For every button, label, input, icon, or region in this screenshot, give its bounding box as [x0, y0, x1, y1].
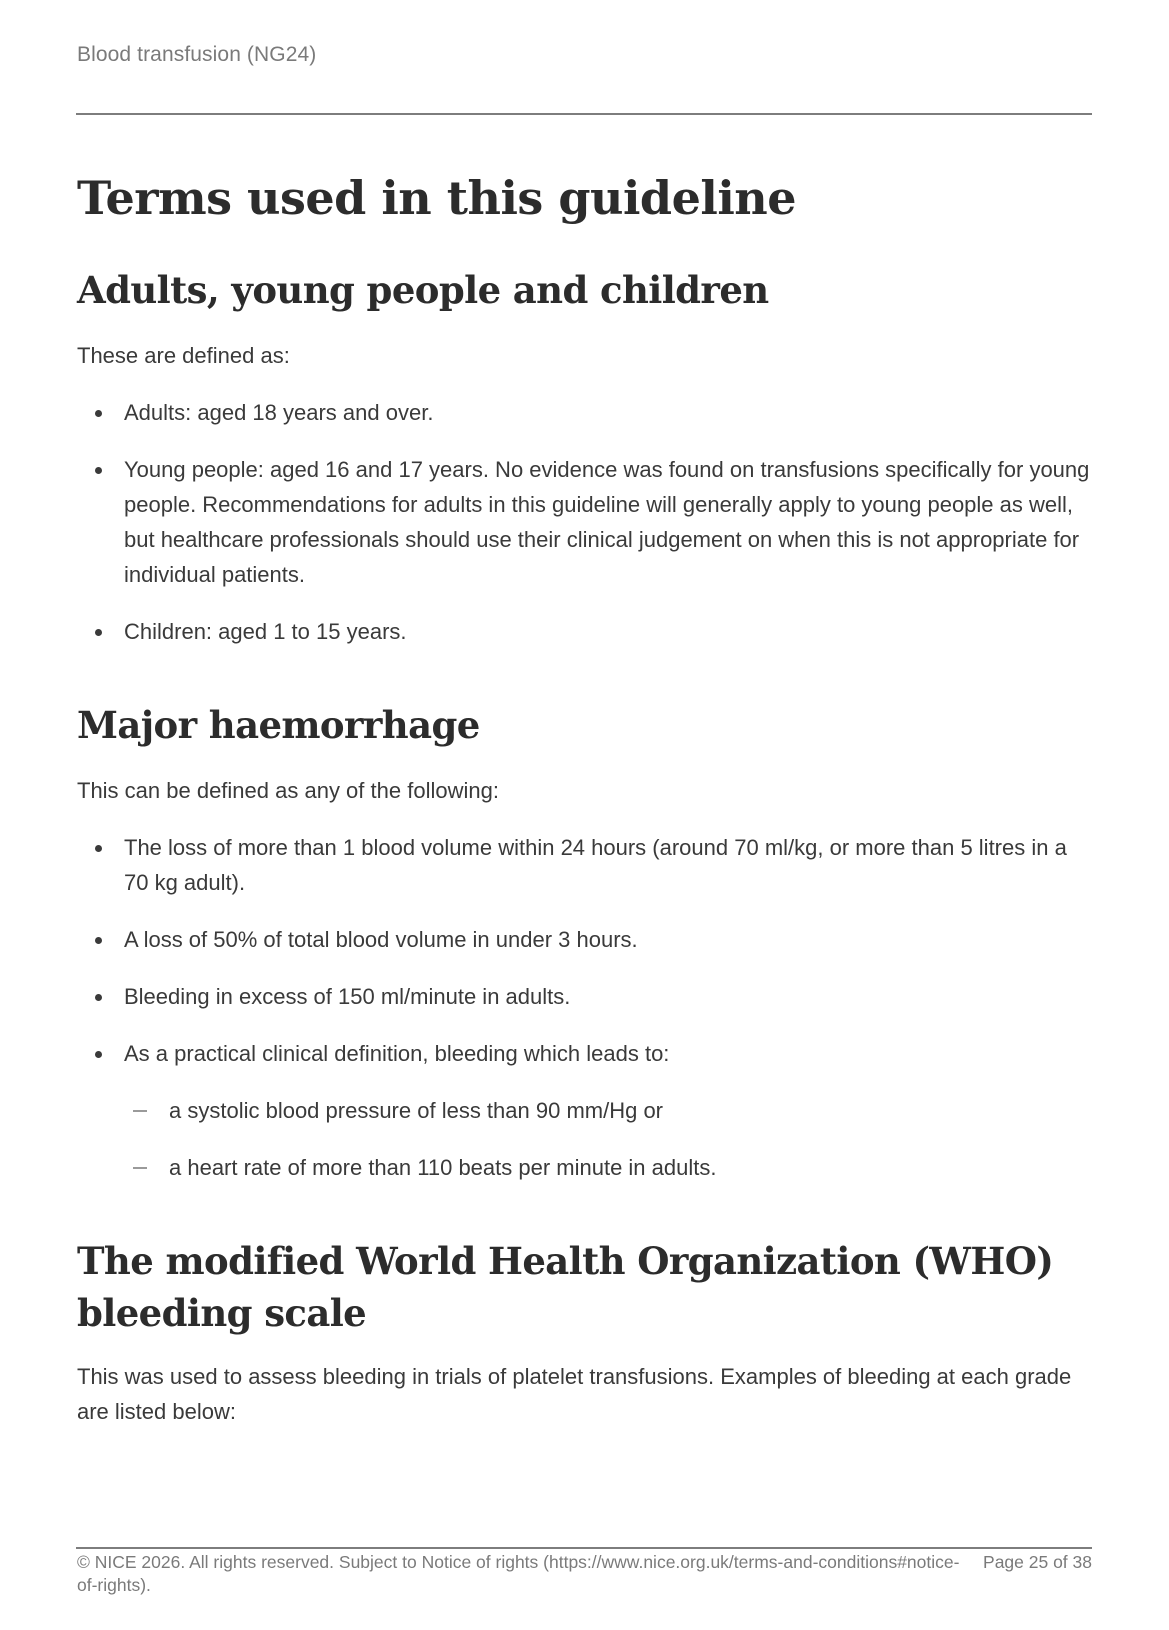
section-intro: This was used to assess bleeding in trials of platelet transfusions. Examples of bleeding at each grade are listed below:	[77, 1364, 1072, 1424]
sub-list-item	[77, 1093, 1092, 1128]
bullet-icon	[95, 994, 102, 1001]
bullet-icon	[95, 937, 102, 944]
bullet-icon	[95, 629, 102, 636]
list-item	[77, 1036, 1092, 1071]
bullet-icon	[95, 467, 102, 474]
list-item-text: As a practical clinical definition, bleeding which leads to:	[124, 1041, 670, 1066]
page-title: Terms used in this guideline	[77, 171, 797, 225]
definition-list	[77, 395, 1092, 649]
list-item	[77, 395, 1092, 430]
sub-list-item-text: a systolic blood pressure of less than 90 mm/Hg or	[169, 1098, 664, 1123]
section-adults-young-people-children	[77, 264, 1092, 649]
bullet-icon	[95, 1051, 102, 1058]
footer-divider	[76, 1547, 1092, 1549]
list-item-text: The loss of more than 1 blood volume within 24 hours (around 70 ml/kg, or more than 5 litres in a 70 kg adult).	[124, 835, 1067, 895]
sub-definition-list	[77, 1093, 1092, 1185]
section-heading: Major haemorrhage	[77, 703, 480, 747]
list-item	[77, 979, 1092, 1014]
running-header-title: Blood transfusion (NG24)	[77, 43, 317, 66]
section-major-haemorrhage	[77, 699, 1092, 1185]
list-item-text: Young people: aged 16 and 17 years. No evidence was found on transfusions specifically for young people. Recommendations for adults in this guideline will generally apply to young people as well, but healthcare professionals should use their clinical judgement on when this is not appropriate for individual patients.	[124, 457, 1090, 587]
section-intro: These are defined as:	[77, 343, 290, 368]
section-who-bleeding-scale	[77, 1235, 1092, 1429]
bullet-icon	[95, 845, 102, 852]
header-divider	[76, 113, 1092, 115]
dash-icon	[133, 1110, 147, 1112]
list-item	[77, 830, 1092, 900]
list-item-text: Adults: aged 18 years and over.	[124, 400, 434, 425]
definition-list	[77, 830, 1092, 1071]
list-item	[77, 452, 1092, 592]
list-item-text: Children: aged 1 to 15 years.	[124, 619, 407, 644]
section-intro: This can be defined as any of the following:	[77, 778, 499, 803]
dash-icon	[133, 1167, 147, 1169]
page-number: Page 25 of 38	[983, 1552, 1092, 1572]
bullet-icon	[95, 410, 102, 417]
copyright-notice: © NICE 2026. All rights reserved. Subject to Notice of rights (https://www.nice.org.uk/terms-and-conditions#notice-of-rights).	[77, 1552, 960, 1595]
section-heading: The modified World Health Organization (WHO) bleeding scale	[77, 1239, 1054, 1335]
list-item-text: Bleeding in excess of 150 ml/minute in adults.	[124, 984, 571, 1009]
list-item	[77, 614, 1092, 649]
list-item-text: A loss of 50% of total blood volume in under 3 hours.	[124, 927, 638, 952]
list-item	[77, 922, 1092, 957]
section-heading: Adults, young people and children	[77, 268, 769, 312]
page-footer	[77, 1551, 1092, 1597]
sub-list-item-text: a heart rate of more than 110 beats per minute in adults.	[169, 1155, 717, 1180]
sub-list-item	[77, 1150, 1092, 1185]
page-content	[77, 170, 1092, 1429]
